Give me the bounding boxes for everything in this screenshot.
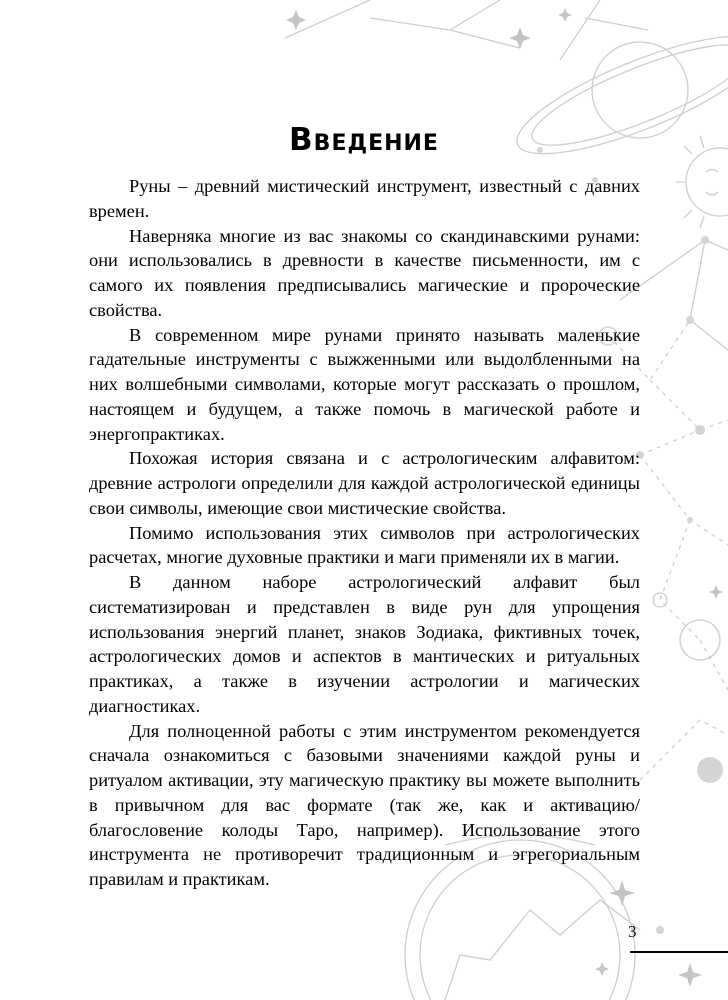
sparkle-icon	[595, 962, 609, 976]
paragraph: Для полноценной работы с этим инструментом рекомендуется сначала ознакомиться с базовыми значениями каждой руны и ритуалом активации, эту магическую практику вы можете выполнить в привычном для вас формате (так же, как и активацию/благословение колоды Таро, например). Использование этого инструмента не противоречит традиционным и эгрегориальным правилам и практикам.	[89, 720, 640, 889]
sun-icon	[686, 148, 728, 216]
sparkle-icon	[286, 10, 306, 30]
paragraph: В современном мире рунами принято называть маленькие гадательные инструменты с выжженными или выдолбленными на них волшебными символами, которые могут рассказать о прошлом, настоящем и будущем, а также помочь в магической работе и энергопрактиках.	[89, 324, 640, 444]
page-title: Введение	[289, 122, 439, 158]
sparkle-icon	[709, 585, 723, 599]
paragraph: Руны – древний мистический инструмент, известный с давних времен.	[89, 176, 640, 221]
paragraph: Похожая история связана и с астрологическим алфавитом: древние астрологи определили для каждой астрологической единицы свои символы, имеющие свои мистические свойства.	[89, 448, 640, 518]
body-text	[89, 174, 640, 892]
sparkle-icon	[558, 8, 572, 22]
page-footer-rule	[630, 951, 728, 953]
paragraph: Наверняка многие из вас знакомы со скандинавскими рунами: они использовались в древности в качестве письменности, им с самого их появления предписывались магические и пророческие свойства.	[89, 225, 640, 320]
page-number: 3	[628, 922, 637, 941]
paragraph: В данном наборе астрологический алфавит был систематизирован и представлен в виде рун для упрощения использования энергий планет, знаков Зодиака, фиктивных точек, астрологических домов и аспектов в мантических и ритуальных практиках, а также в изучении астрологии и магических диагностиках.	[89, 572, 640, 716]
paragraph: Помимо использования этих символов при астрологических расчетах, многие духовные практики и маги применяли их в магии.	[89, 522, 640, 568]
sparkle-icon	[678, 963, 702, 987]
